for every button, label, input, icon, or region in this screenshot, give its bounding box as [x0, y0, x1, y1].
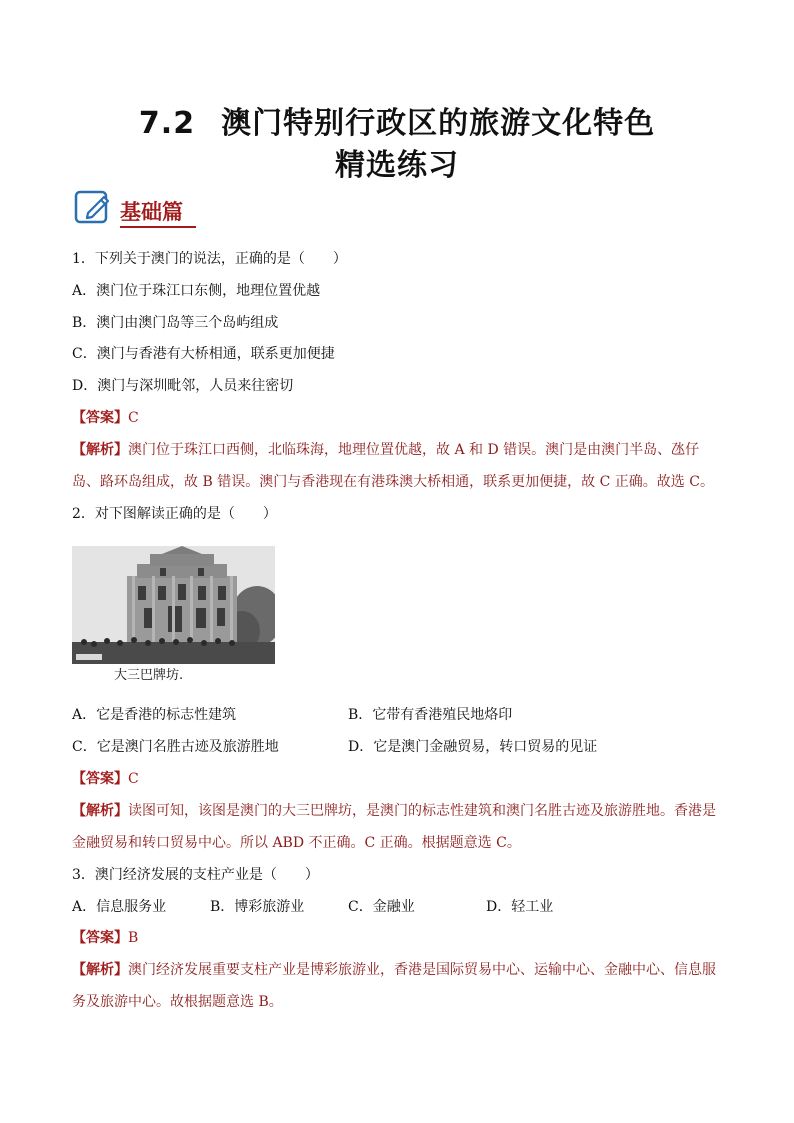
q2-explanation-cont: 金融贸易和转口贸易中心。所以 ABD 不正确。C 正确。根据题意选 C。	[72, 835, 521, 851]
q2-stem: 2．对下图解读正确的是（ ）	[72, 506, 277, 522]
q1-option-d: D．澳门与深圳毗邻，人员来往密切	[72, 378, 294, 394]
q3-explanation-cont: 务及旅游中心。故根据题意选 B。	[72, 994, 283, 1010]
explanation-tag: 【解析】	[72, 962, 128, 978]
answer-value: C	[128, 771, 139, 787]
q1-option-c: C．澳门与香港有大桥相通，联系更加便捷	[72, 346, 335, 362]
page-subtitle: 精选练习	[335, 148, 459, 183]
answer-tag: 【答案】	[72, 930, 128, 946]
pencil-edit-icon	[74, 188, 112, 226]
lesson-title: 澳门特别行政区的旅游文化特色	[221, 106, 656, 141]
explanation-tag: 【解析】	[72, 442, 128, 458]
section-underline	[120, 226, 196, 228]
q3-option-b: B．博彩旅游业	[210, 899, 305, 915]
q2-answer	[72, 770, 139, 788]
explanation-text: 澳门经济发展重要支柱产业是博彩旅游业，香港是国际贸易中心、运输中心、金融中心、信息服	[128, 962, 716, 978]
explanation-text: 澳门位于珠江口西侧，北临珠海，地理位置优越，故 A 和 D 错误。澳门是由澳门半岛、氹仔	[128, 442, 700, 458]
q2-option-d: D．它是澳门金融贸易，转口贸易的见证	[348, 739, 598, 755]
q1-explanation	[72, 441, 699, 459]
explanation-text: 读图可知，该图是澳门的大三巴牌坊，是澳门的标志性建筑和澳门名胜古迹及旅游胜地。香港是	[128, 803, 716, 819]
answer-value: C	[128, 410, 139, 426]
page-title	[0, 98, 794, 142]
q2-option-b: B．它带有香港殖民地烙印	[348, 707, 513, 723]
q1-explanation-cont: 岛、路环岛组成，故 B 错误。澳门与香港现在有港珠澳大桥相通，联系更加便捷，故 C 正确。故选 C。	[72, 474, 714, 490]
q3-answer	[72, 929, 138, 947]
answer-tag: 【答案】	[72, 771, 128, 787]
q1-answer	[72, 409, 139, 427]
q1-option-a: A．澳门位于珠江口东侧，地理位置优越	[72, 283, 321, 299]
q2-option-a: A．它是香港的标志性建筑	[72, 707, 237, 723]
section-heading	[74, 186, 214, 230]
q3-option-d: D．轻工业	[486, 899, 554, 915]
ruins-of-st-paul-photo	[72, 546, 275, 664]
q3-explanation	[72, 961, 716, 979]
lesson-number: 7.2	[138, 106, 196, 141]
q1-option-b: B．澳门由澳门岛等三个岛屿组成	[72, 315, 279, 331]
q2-explanation	[72, 802, 716, 820]
q3-option-c: C．金融业	[348, 899, 415, 915]
photo-caption: 大三巴牌坊.	[114, 668, 184, 683]
q1-stem: 1．下列关于澳门的说法，正确的是（ ）	[72, 251, 347, 267]
explanation-tag: 【解析】	[72, 803, 128, 819]
q3-option-a: A．信息服务业	[72, 899, 167, 915]
section-label: 基础篇	[120, 199, 183, 224]
answer-value: B	[128, 930, 139, 946]
q3-stem: 3．澳门经济发展的支柱产业是（ ）	[72, 867, 319, 883]
answer-tag: 【答案】	[72, 410, 128, 426]
q2-option-c: C．它是澳门名胜古迹及旅游胜地	[72, 739, 279, 755]
